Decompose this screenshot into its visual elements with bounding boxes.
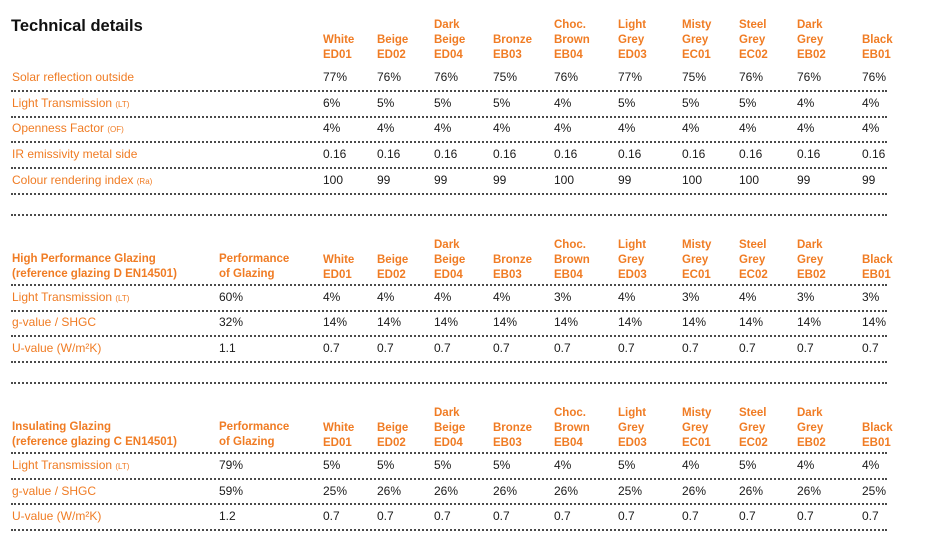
table-cell: 0.7 — [323, 509, 340, 523]
table-cell: 0.7 — [739, 509, 756, 523]
table-cell: 26% — [434, 484, 459, 498]
table-cell: 4% — [797, 121, 815, 135]
row-label-text: Light Transmission — [12, 290, 113, 304]
row-label — [12, 121, 124, 135]
colour-header — [554, 406, 590, 451]
colour-header-line: White — [323, 422, 355, 434]
row-label — [12, 458, 129, 472]
colour-header-line: ED03 — [618, 49, 647, 61]
table-cell: 5% — [682, 96, 700, 110]
colour-header-line: Brown — [554, 254, 590, 266]
colour-header-line: ED04 — [434, 269, 463, 281]
colour-header — [739, 238, 768, 283]
table-cell: 4% — [797, 96, 815, 110]
table-cell: 0.7 — [377, 509, 394, 523]
dotted-divider — [11, 361, 887, 363]
colour-header-line: ED02 — [377, 269, 406, 281]
dotted-divider — [11, 452, 887, 454]
colour-header-line: Steel — [739, 407, 767, 419]
table-cell: 4% — [862, 121, 880, 135]
colour-header-line — [862, 238, 893, 253]
dotted-divider — [11, 478, 887, 480]
colour-header — [618, 18, 647, 63]
table-cell: 5% — [618, 458, 636, 472]
colour-header-line: Beige — [434, 422, 466, 434]
colour-header-line: Grey — [682, 422, 709, 434]
table-cell: 5% — [323, 458, 341, 472]
table-cell: 4% — [434, 121, 452, 135]
section3-title-line1: Insulating Glazing — [12, 421, 112, 433]
section2-perf-line2: of Glazing — [219, 268, 275, 280]
table-cell: 0.7 — [797, 509, 814, 523]
row-label-text: U-value (W/m²K) — [12, 341, 102, 355]
dotted-divider — [11, 90, 887, 92]
colour-header — [797, 406, 826, 451]
colour-header-line: EB03 — [493, 49, 522, 61]
colour-header-line — [493, 406, 532, 421]
table-cell: 5% — [434, 96, 452, 110]
table-cell: 0.7 — [434, 341, 451, 355]
colour-header-line: Grey — [618, 254, 645, 266]
colour-header-line: Beige — [377, 254, 409, 266]
table-cell: 4% — [554, 458, 572, 472]
colour-header-line: Choc. — [554, 19, 586, 31]
table-cell: 0.16 — [493, 147, 517, 161]
colour-header-line: Black — [862, 34, 893, 46]
colour-header-line: EB02 — [797, 437, 826, 449]
colour-header-line: Bronze — [493, 422, 532, 434]
table-cell: 0.7 — [862, 341, 879, 355]
colour-header-line: White — [323, 34, 355, 46]
colour-header-line: Grey — [739, 422, 766, 434]
table-cell: 4% — [618, 290, 636, 304]
colour-header-line: Grey — [682, 34, 709, 46]
table-cell: 5% — [739, 458, 757, 472]
colour-header-line — [493, 238, 532, 253]
colour-header-line: ED02 — [377, 49, 406, 61]
colour-header — [682, 238, 711, 283]
table-cell: 26% — [797, 484, 822, 498]
colour-header — [434, 238, 465, 283]
dotted-divider — [11, 193, 887, 195]
table-cell: 0.7 — [682, 509, 699, 523]
colour-header — [618, 406, 647, 451]
colour-header-line: Bronze — [493, 34, 532, 46]
section2-perf-line1: Performance — [219, 253, 290, 265]
colour-header-line: Grey — [739, 34, 766, 46]
table-cell: 0.16 — [682, 147, 706, 161]
colour-header — [554, 18, 590, 63]
table-cell: 99 — [797, 173, 811, 187]
table-cell: 5% — [493, 96, 511, 110]
row-label — [12, 341, 101, 355]
page-title: Technical details — [11, 17, 143, 35]
table-cell: 0.7 — [618, 509, 635, 523]
table-cell: 4% — [682, 121, 700, 135]
table-cell: 14% — [682, 315, 707, 329]
table-cell: 4% — [862, 96, 880, 110]
row-label — [12, 315, 96, 329]
dotted-divider — [11, 167, 887, 169]
colour-header-line — [323, 238, 354, 253]
colour-header-line: ED04 — [434, 437, 463, 449]
table-cell: 0.7 — [739, 341, 756, 355]
colour-header-line: Grey — [618, 422, 645, 434]
row-label-text: Openness Factor — [12, 121, 105, 135]
table-cell: 0.7 — [862, 509, 879, 523]
table-cell: 0.7 — [434, 509, 451, 523]
colour-header-line: Dark — [797, 407, 823, 419]
colour-header-line: Bronze — [493, 254, 532, 266]
colour-header — [493, 18, 532, 63]
colour-header-line: Beige — [377, 422, 409, 434]
row-label — [12, 484, 96, 498]
colour-header-line: Light — [618, 239, 647, 251]
table-cell: 4% — [554, 96, 572, 110]
colour-header-line: Dark — [434, 19, 460, 31]
colour-header-line: ED04 — [434, 49, 463, 61]
colour-header-line — [377, 406, 408, 421]
row-label-text: g-value / SHGC — [12, 315, 97, 329]
table-cell: 76% — [739, 70, 764, 84]
table-cell: 5% — [493, 458, 511, 472]
row-label — [12, 147, 137, 161]
colour-header-line — [323, 406, 354, 421]
colour-header-line: ED03 — [618, 437, 647, 449]
table-cell: 99 — [377, 173, 391, 187]
performance-value: 32% — [219, 315, 244, 329]
row-label-text: g-value / SHGC — [12, 484, 97, 498]
colour-header-line: Steel — [739, 239, 767, 251]
table-cell: 3% — [554, 290, 572, 304]
colour-header — [862, 18, 893, 63]
colour-header-line: EC01 — [682, 437, 711, 449]
dotted-divider — [11, 116, 887, 118]
section2-title-line1: High Performance Glazing — [12, 253, 156, 265]
table-cell: 4% — [493, 121, 511, 135]
table-cell: 4% — [323, 290, 341, 304]
table-cell: 3% — [682, 290, 700, 304]
section3-title-line2: (reference glazing C EN14501) — [12, 436, 177, 448]
table-cell: 0.16 — [862, 147, 886, 161]
table-cell: 76% — [862, 70, 887, 84]
dotted-divider — [11, 141, 887, 143]
table-cell: 26% — [682, 484, 707, 498]
performance-value: 79% — [219, 458, 244, 472]
table-cell: 0.7 — [493, 509, 510, 523]
table-cell: 0.7 — [493, 341, 510, 355]
colour-header-line: EC02 — [739, 49, 768, 61]
colour-header-line: Light — [618, 19, 647, 31]
colour-header — [323, 18, 354, 63]
colour-header-line: ED01 — [323, 437, 352, 449]
table-cell: 100 — [739, 173, 760, 187]
table-cell: 76% — [377, 70, 402, 84]
section2-performance-header — [219, 252, 289, 282]
row-label-text: IR emissivity metal side — [12, 147, 138, 161]
table-cell: 14% — [434, 315, 459, 329]
colour-header-line — [323, 18, 354, 33]
colour-header-line: Misty — [682, 19, 712, 31]
colour-header — [682, 18, 711, 63]
colour-header-line: Light — [618, 407, 647, 419]
colour-header — [434, 18, 465, 63]
table-cell: 76% — [554, 70, 579, 84]
table-cell: 0.16 — [323, 147, 347, 161]
colour-header-line: Grey — [797, 34, 824, 46]
table-cell: 0.16 — [377, 147, 401, 161]
performance-value: 1.1 — [219, 341, 236, 355]
table-cell: 4% — [377, 121, 395, 135]
table-cell: 4% — [493, 290, 511, 304]
row-label-text: U-value (W/m²K) — [12, 509, 102, 523]
table-cell: 6% — [323, 96, 341, 110]
table-cell: 14% — [377, 315, 402, 329]
table-cell: 3% — [862, 290, 880, 304]
row-label-text: Solar reflection outside — [12, 70, 135, 84]
table-cell: 4% — [618, 121, 636, 135]
table-cell: 14% — [797, 315, 822, 329]
performance-value: 1.2 — [219, 509, 236, 523]
colour-header-line: EB04 — [554, 437, 583, 449]
colour-header-line: EB01 — [862, 49, 891, 61]
colour-header-line: Grey — [739, 254, 766, 266]
colour-header — [739, 18, 768, 63]
table-cell: 26% — [554, 484, 579, 498]
colour-header-line: Grey — [618, 34, 645, 46]
table-cell: 99 — [862, 173, 876, 187]
section3-performance-header — [219, 420, 289, 450]
colour-header-line: Grey — [682, 254, 709, 266]
row-label-text: Light Transmission — [12, 96, 113, 110]
table-cell: 4% — [377, 290, 395, 304]
table-cell: 26% — [377, 484, 402, 498]
colour-header-line: EC01 — [682, 49, 711, 61]
colour-header — [377, 238, 408, 283]
table-cell: 0.16 — [554, 147, 578, 161]
table-cell: 25% — [618, 484, 643, 498]
table-cell: 76% — [797, 70, 822, 84]
table-cell: 25% — [862, 484, 887, 498]
colour-header-line: Choc. — [554, 239, 586, 251]
colour-header-line: EB01 — [862, 437, 891, 449]
colour-header-line — [862, 406, 893, 421]
colour-header-line: Brown — [554, 422, 590, 434]
table-cell: 4% — [682, 458, 700, 472]
row-label-unit: (LT) — [115, 294, 130, 303]
table-cell: 14% — [493, 315, 518, 329]
colour-header-line: Choc. — [554, 407, 586, 419]
row-label-text: Colour rendering index — [12, 173, 134, 187]
table-cell: 4% — [739, 121, 757, 135]
colour-header — [377, 18, 408, 63]
colour-header-line: Beige — [434, 34, 466, 46]
colour-header-line: EC02 — [739, 269, 768, 281]
colour-header-line: Black — [862, 422, 893, 434]
colour-header — [682, 406, 711, 451]
colour-header-line: Misty — [682, 407, 712, 419]
dotted-divider — [11, 310, 887, 312]
row-label-unit: (LT) — [115, 462, 130, 471]
table-cell: 0.16 — [618, 147, 642, 161]
table-cell: 4% — [862, 458, 880, 472]
table-cell: 100 — [323, 173, 344, 187]
table-cell: 25% — [323, 484, 348, 498]
dotted-divider — [11, 382, 887, 384]
colour-header-line: EB02 — [797, 49, 826, 61]
colour-header — [797, 238, 826, 283]
colour-header — [554, 238, 590, 283]
colour-header-line — [862, 18, 893, 33]
colour-header-line: EB02 — [797, 269, 826, 281]
colour-header — [377, 406, 408, 451]
table-cell: 26% — [493, 484, 518, 498]
table-cell: 100 — [682, 173, 703, 187]
table-cell: 14% — [739, 315, 764, 329]
colour-header — [493, 406, 532, 451]
dotted-divider — [11, 335, 887, 337]
row-label-unit: (LT) — [115, 100, 130, 109]
table-cell: 14% — [554, 315, 579, 329]
colour-header-line: Brown — [554, 34, 590, 46]
table-cell: 76% — [434, 70, 459, 84]
dotted-divider — [11, 529, 887, 531]
colour-header-line: EB04 — [554, 269, 583, 281]
colour-header-line: Grey — [797, 422, 824, 434]
colour-header — [618, 238, 647, 283]
colour-header — [434, 406, 465, 451]
section3-perf-line1: Performance — [219, 421, 290, 433]
table-cell: 0.7 — [682, 341, 699, 355]
table-cell: 5% — [618, 96, 636, 110]
table-cell: 99 — [618, 173, 632, 187]
colour-header-line: EB03 — [493, 269, 522, 281]
colour-header-line: White — [323, 254, 355, 266]
table-cell: 5% — [739, 96, 757, 110]
colour-header-line: Dark — [797, 19, 823, 31]
row-label-unit: (Ra) — [136, 177, 153, 186]
table-cell: 0.7 — [377, 341, 394, 355]
table-cell: 0.7 — [554, 341, 571, 355]
table-cell: 14% — [618, 315, 643, 329]
row-label — [12, 96, 129, 110]
colour-header-line: Steel — [739, 19, 767, 31]
colour-header-line: Beige — [377, 34, 409, 46]
colour-header-line: Misty — [682, 239, 712, 251]
row-label — [12, 509, 101, 523]
row-label — [12, 173, 152, 187]
performance-value: 60% — [219, 290, 244, 304]
table-cell: 0.7 — [554, 509, 571, 523]
colour-header-line: ED02 — [377, 437, 406, 449]
performance-value: 59% — [219, 484, 244, 498]
colour-header — [493, 238, 532, 283]
table-cell: 26% — [739, 484, 764, 498]
table-cell: 0.7 — [618, 341, 635, 355]
colour-header-line: Beige — [434, 254, 466, 266]
colour-header-line — [377, 18, 408, 33]
table-cell: 3% — [797, 290, 815, 304]
row-label — [12, 290, 129, 304]
table-cell: 5% — [377, 96, 395, 110]
section3-title — [12, 420, 177, 450]
table-cell: 0.16 — [739, 147, 763, 161]
colour-header-line — [493, 18, 532, 33]
table-cell: 0.16 — [797, 147, 821, 161]
colour-header-line: Dark — [797, 239, 823, 251]
table-cell: 0.16 — [434, 147, 458, 161]
table-cell: 14% — [862, 315, 887, 329]
dotted-divider — [11, 503, 887, 505]
colour-header-line: EB01 — [862, 269, 891, 281]
dotted-divider — [11, 284, 887, 286]
colour-header — [797, 18, 826, 63]
table-cell: 14% — [323, 315, 348, 329]
table-cell: 4% — [554, 121, 572, 135]
colour-header — [862, 406, 893, 451]
colour-header-line: Dark — [434, 407, 460, 419]
section3-perf-line2: of Glazing — [219, 436, 275, 448]
table-cell: 4% — [739, 290, 757, 304]
colour-header-line: ED01 — [323, 269, 352, 281]
section2-title-line2: (reference glazing D EN14501) — [12, 268, 177, 280]
table-cell: 4% — [797, 458, 815, 472]
table-cell: 100 — [554, 173, 575, 187]
colour-header — [323, 406, 354, 451]
table-cell: 77% — [618, 70, 643, 84]
table-cell: 0.7 — [323, 341, 340, 355]
row-label-text: Light Transmission — [12, 458, 113, 472]
table-cell: 4% — [434, 290, 452, 304]
table-cell: 99 — [434, 173, 448, 187]
table-cell: 5% — [377, 458, 395, 472]
colour-header — [739, 406, 768, 451]
table-cell: 4% — [323, 121, 341, 135]
colour-header — [862, 238, 893, 283]
colour-header-line: Black — [862, 254, 893, 266]
colour-header-line: EB04 — [554, 49, 583, 61]
table-cell: 0.7 — [797, 341, 814, 355]
colour-header-line: EB03 — [493, 437, 522, 449]
row-label-unit: (OF) — [107, 125, 124, 134]
colour-header-line: EC02 — [739, 437, 768, 449]
table-cell: 5% — [434, 458, 452, 472]
table-cell: 75% — [682, 70, 707, 84]
colour-header — [323, 238, 354, 283]
colour-header-line: Grey — [797, 254, 824, 266]
colour-header-line: ED01 — [323, 49, 352, 61]
colour-header-line: EC01 — [682, 269, 711, 281]
section2-title — [12, 252, 177, 282]
dotted-divider — [11, 214, 887, 216]
colour-header-line — [377, 238, 408, 253]
colour-header-line: Dark — [434, 239, 460, 251]
table-cell: 75% — [493, 70, 518, 84]
table-cell: 99 — [493, 173, 507, 187]
colour-header-line: ED03 — [618, 269, 647, 281]
row-label — [12, 70, 134, 84]
table-cell: 77% — [323, 70, 348, 84]
